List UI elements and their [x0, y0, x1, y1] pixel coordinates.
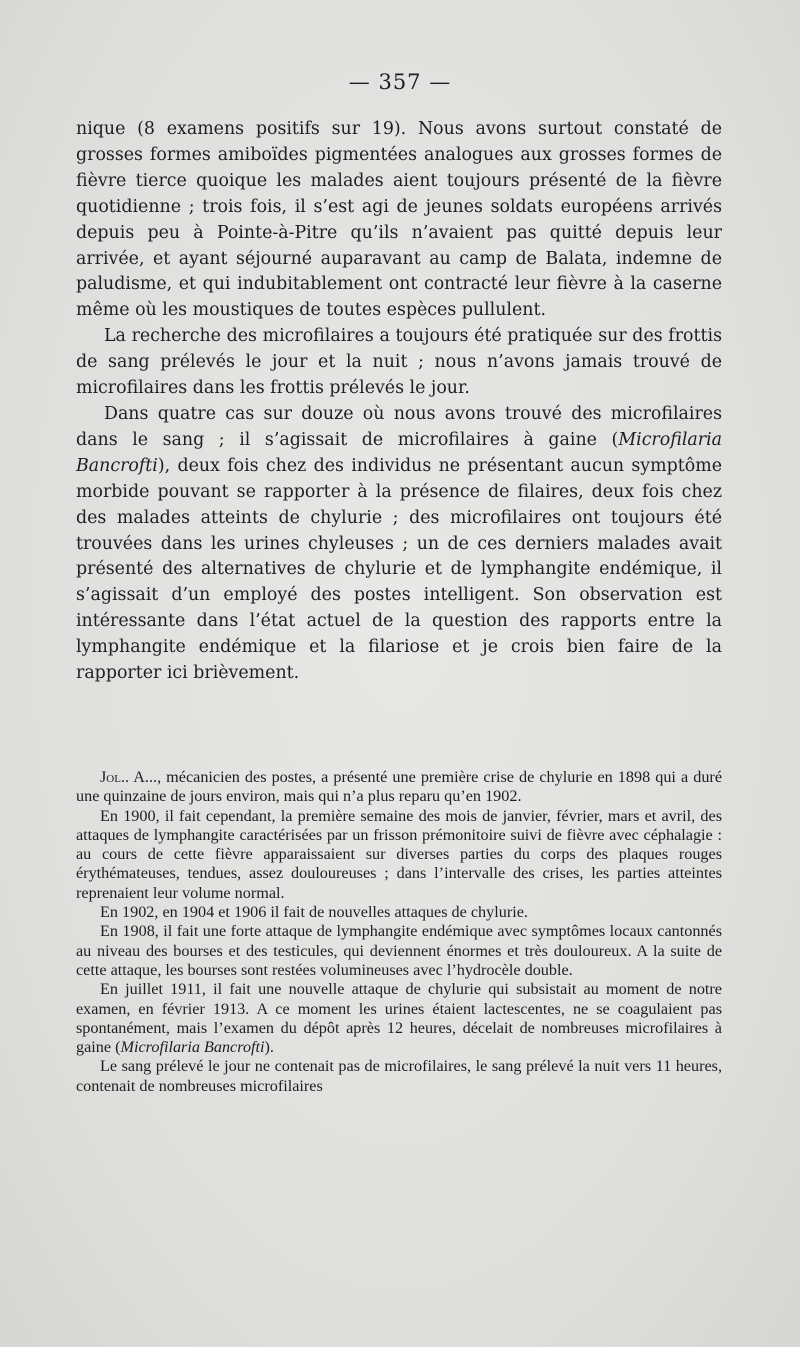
paragraph-3 — [76, 402, 722, 687]
paragraph-2: La recherche des microfilaires a toujours été pratiquée sur des frottis de sang prélevés le jour et la nuit ; nous n’avons jamais trouvé de microfilaires dans les frottis prélevés le jour. — [76, 326, 722, 399]
case-paragraph-4: En 1908, il fait une forte attaque de lymphangite endémique avec symptômes locaux cantonnés au niveau des bourses et des testicules, qui deviennent énormes et très douloureux. A la suite de cette attaque, les bourses sont restées volumineuses avec l’hydrocèle double. — [76, 922, 722, 979]
patient-name: Jol.. A... — [100, 768, 158, 786]
case-paragraph-3: En 1902, en 1904 et 1906 il fait de nouvelles attaques de chylurie. — [100, 903, 528, 922]
case-paragraph-1-text: , mécanicien des postes, a présenté une première crise de chylurie en 1898 qui a duré une quinzaine de jours environ, mais qui n’a plus reparu qu’en 1902. — [76, 768, 722, 806]
case-paragraph-5-text-a: En juillet 1911, il fait une nouvelle attaque de chylurie qui subsistait au moment de notre examen, en février 1913. A ce moment les urines étaient lactescentes, ne se coagulaient pas spontanément, mais l’examen du dépôt après 12 heures, décelait de nombreuses microfilaires à gaine ( — [76, 980, 722, 1057]
case-paragraph-2: En 1900, il fait cependant, la première semaine des mois de janvier, février, mars et avril, des attaques de lymphangite caractérisées par un frisson prémonitoire suivi de fièvre avec céphalagie : au cours de cette fièvre apparaissaient sur diverses parties du corps des plaques rouges érythémateuses, tendues, assez douloureuses ; dans l’intervalle des crises, les parties atteintes reprenaient leur volume normal. — [76, 806, 722, 902]
case-report — [76, 768, 722, 1096]
paragraph-3-text-a: Dans quatre cas sur douze où nous avons trouvé des microfilaires dans le sang ; il s’agissait de microfilaires à gaine ( — [76, 403, 722, 450]
main-text — [76, 117, 722, 687]
species-name: Microfilaria Bancrofti — [76, 429, 722, 476]
paragraph-1: nique (8 examens positifs sur 19). Nous avons surtout constaté de grosses formes amiboïdes pigmentées analogues aux grosses formes de fièvre tierce quoique les malades aient toujours présenté de la fièvre quotidienne ; trois fois, il s’est agi de jeunes soldats européens arrivés depuis peu à Pointe-à-Pitre qu’ils n’avaient pas quitté depuis leur arrivée, et ayant séjourné auparavant au camp de Balata, indemne de paludisme, et qui indubitablement ont contracté leur fièvre à la caserne même où les moustiques de toutes espèces pullulent. — [76, 119, 722, 321]
species-name-case: Microfilaria Bancrofti — [120, 1038, 265, 1057]
case-paragraph-5-text-b: ). — [264, 1038, 274, 1057]
page-number: — 357 — — [348, 70, 452, 94]
case-paragraph-1 — [76, 768, 722, 807]
case-paragraph-6: Le sang prélevé le jour ne contenait pas de microfilaires, le sang prélevé la nuit vers 11 heures, contenait de nombreuses microfilaires — [76, 1057, 722, 1095]
case-paragraph-5 — [76, 980, 722, 1057]
paragraph-3-text-b: ), deux fois chez des individus ne présentant aucun symptôme morbide pouvant se rapporter à la présence de filaires, deux fois chez des malades atteints de chylurie ; des microfilaires ont toujours été trouvées dans les urines chyleuses ; un de ces derniers malades avait présenté des alternatives de chylurie et de lymphangite endémique, il s’agissait d’un employé des postes intelligent. Son observation est intéressante dans l’état actuel de la question des rapports entre la lymphangite endémique et la filariose et je crois bien faire de la rapporter ici brièvement. — [76, 455, 722, 684]
